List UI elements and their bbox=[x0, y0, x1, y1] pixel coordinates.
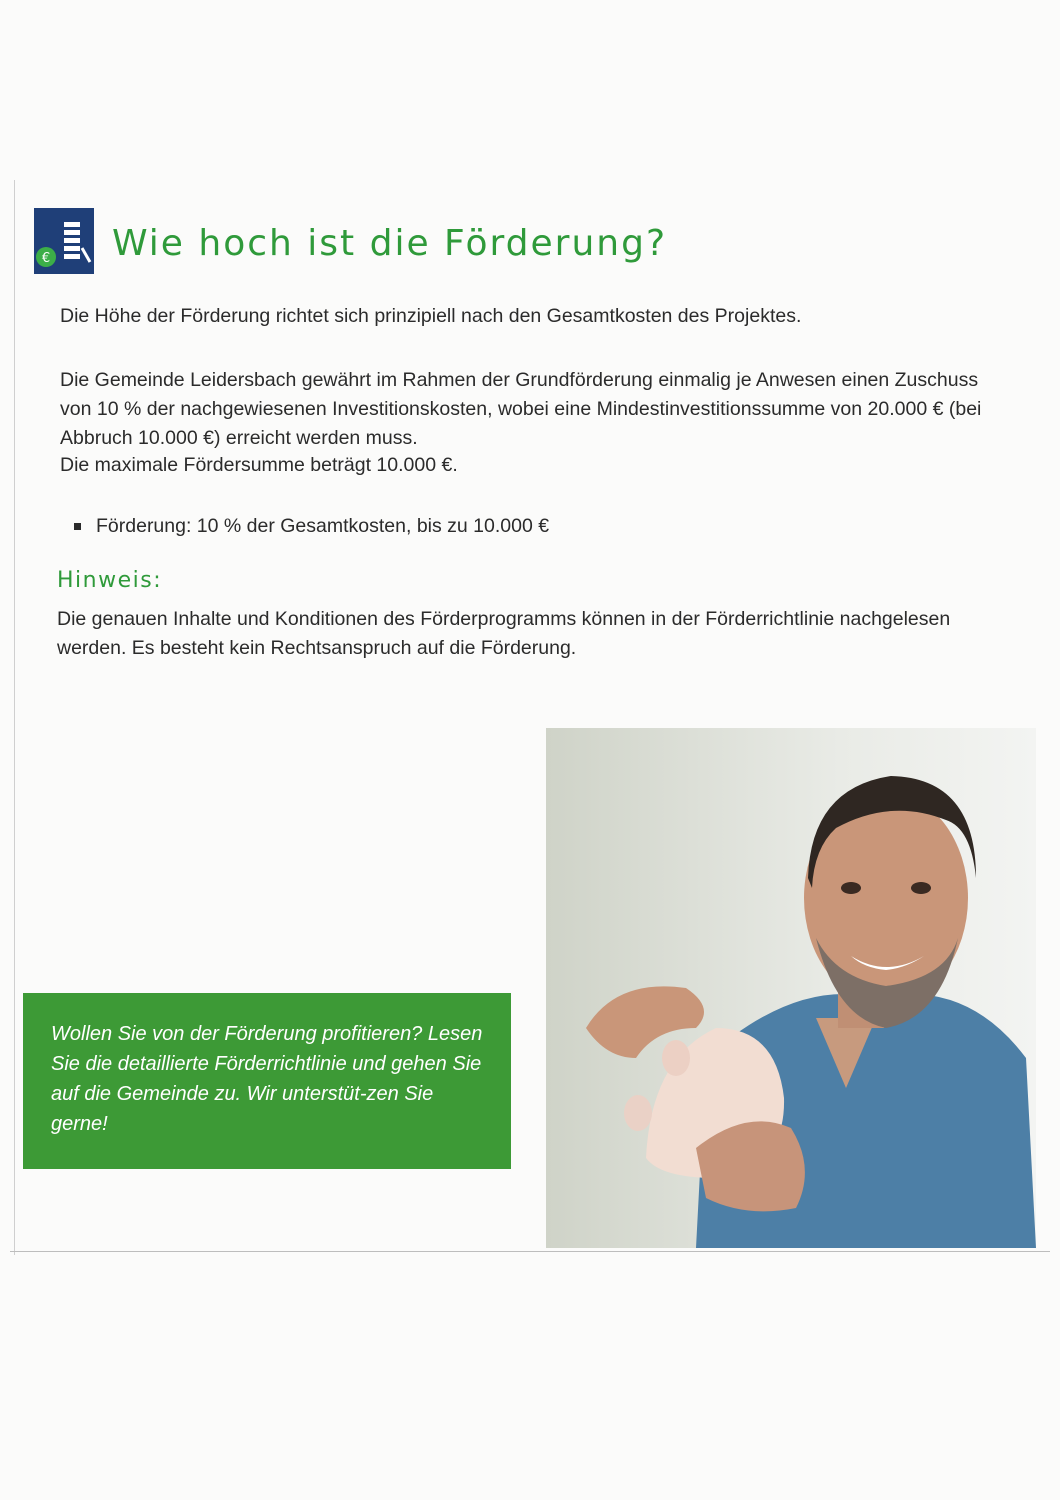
man-with-piggy-bank-photo bbox=[546, 728, 1036, 1248]
call-to-action-box bbox=[23, 993, 511, 1169]
page-edge-line bbox=[14, 180, 15, 1255]
funding-details-paragraph: Die Gemeinde Leidersbach gewährt im Rahmen der Grundförderung einmalig je Anwesen einen Zuschuss von 10 % der nachgewiesenen Investitionskosten, wobei eine Mindestinvestitionssumme von 20.000 € (bei Abbruch 10.000 €) erreicht werden muss. bbox=[60, 369, 982, 449]
bottom-divider bbox=[10, 1251, 1050, 1252]
euro-coin-stack-icon bbox=[34, 208, 94, 274]
funding-bullet-list bbox=[72, 512, 549, 541]
hint-paragraph: Die genauen Inhalte und Konditionen des Förderprogramms können in der Förderrichtlinie nachgelesen werden. Es besteht kein Rechtsanspruch auf die Förderung. bbox=[57, 608, 951, 659]
square-bullet-icon bbox=[74, 523, 81, 530]
call-to-action-text: Wollen Sie von der Förderung profitieren? Lesen Sie die detaillierte Förderrichtlinie und gehen Sie auf die Gemeinde zu. Wir unterstüt-zen Sie gerne! bbox=[51, 1023, 483, 1135]
page-title: Wie hoch ist die Förderung? bbox=[112, 222, 668, 264]
bullet-text: Förderung: 10 % der Gesamtkosten, bis zu 10.000 € bbox=[96, 515, 550, 537]
section-header bbox=[34, 205, 667, 277]
list-item bbox=[72, 512, 549, 541]
svg-text:€: € bbox=[41, 251, 51, 266]
max-amount-paragraph: Die maximale Fördersumme beträgt 10.000 €. bbox=[60, 454, 458, 476]
hint-heading: Hinweis: bbox=[57, 568, 163, 593]
intro-paragraph: Die Höhe der Förderung richtet sich prinzipiell nach den Gesamtkosten des Projektes. bbox=[60, 305, 802, 327]
